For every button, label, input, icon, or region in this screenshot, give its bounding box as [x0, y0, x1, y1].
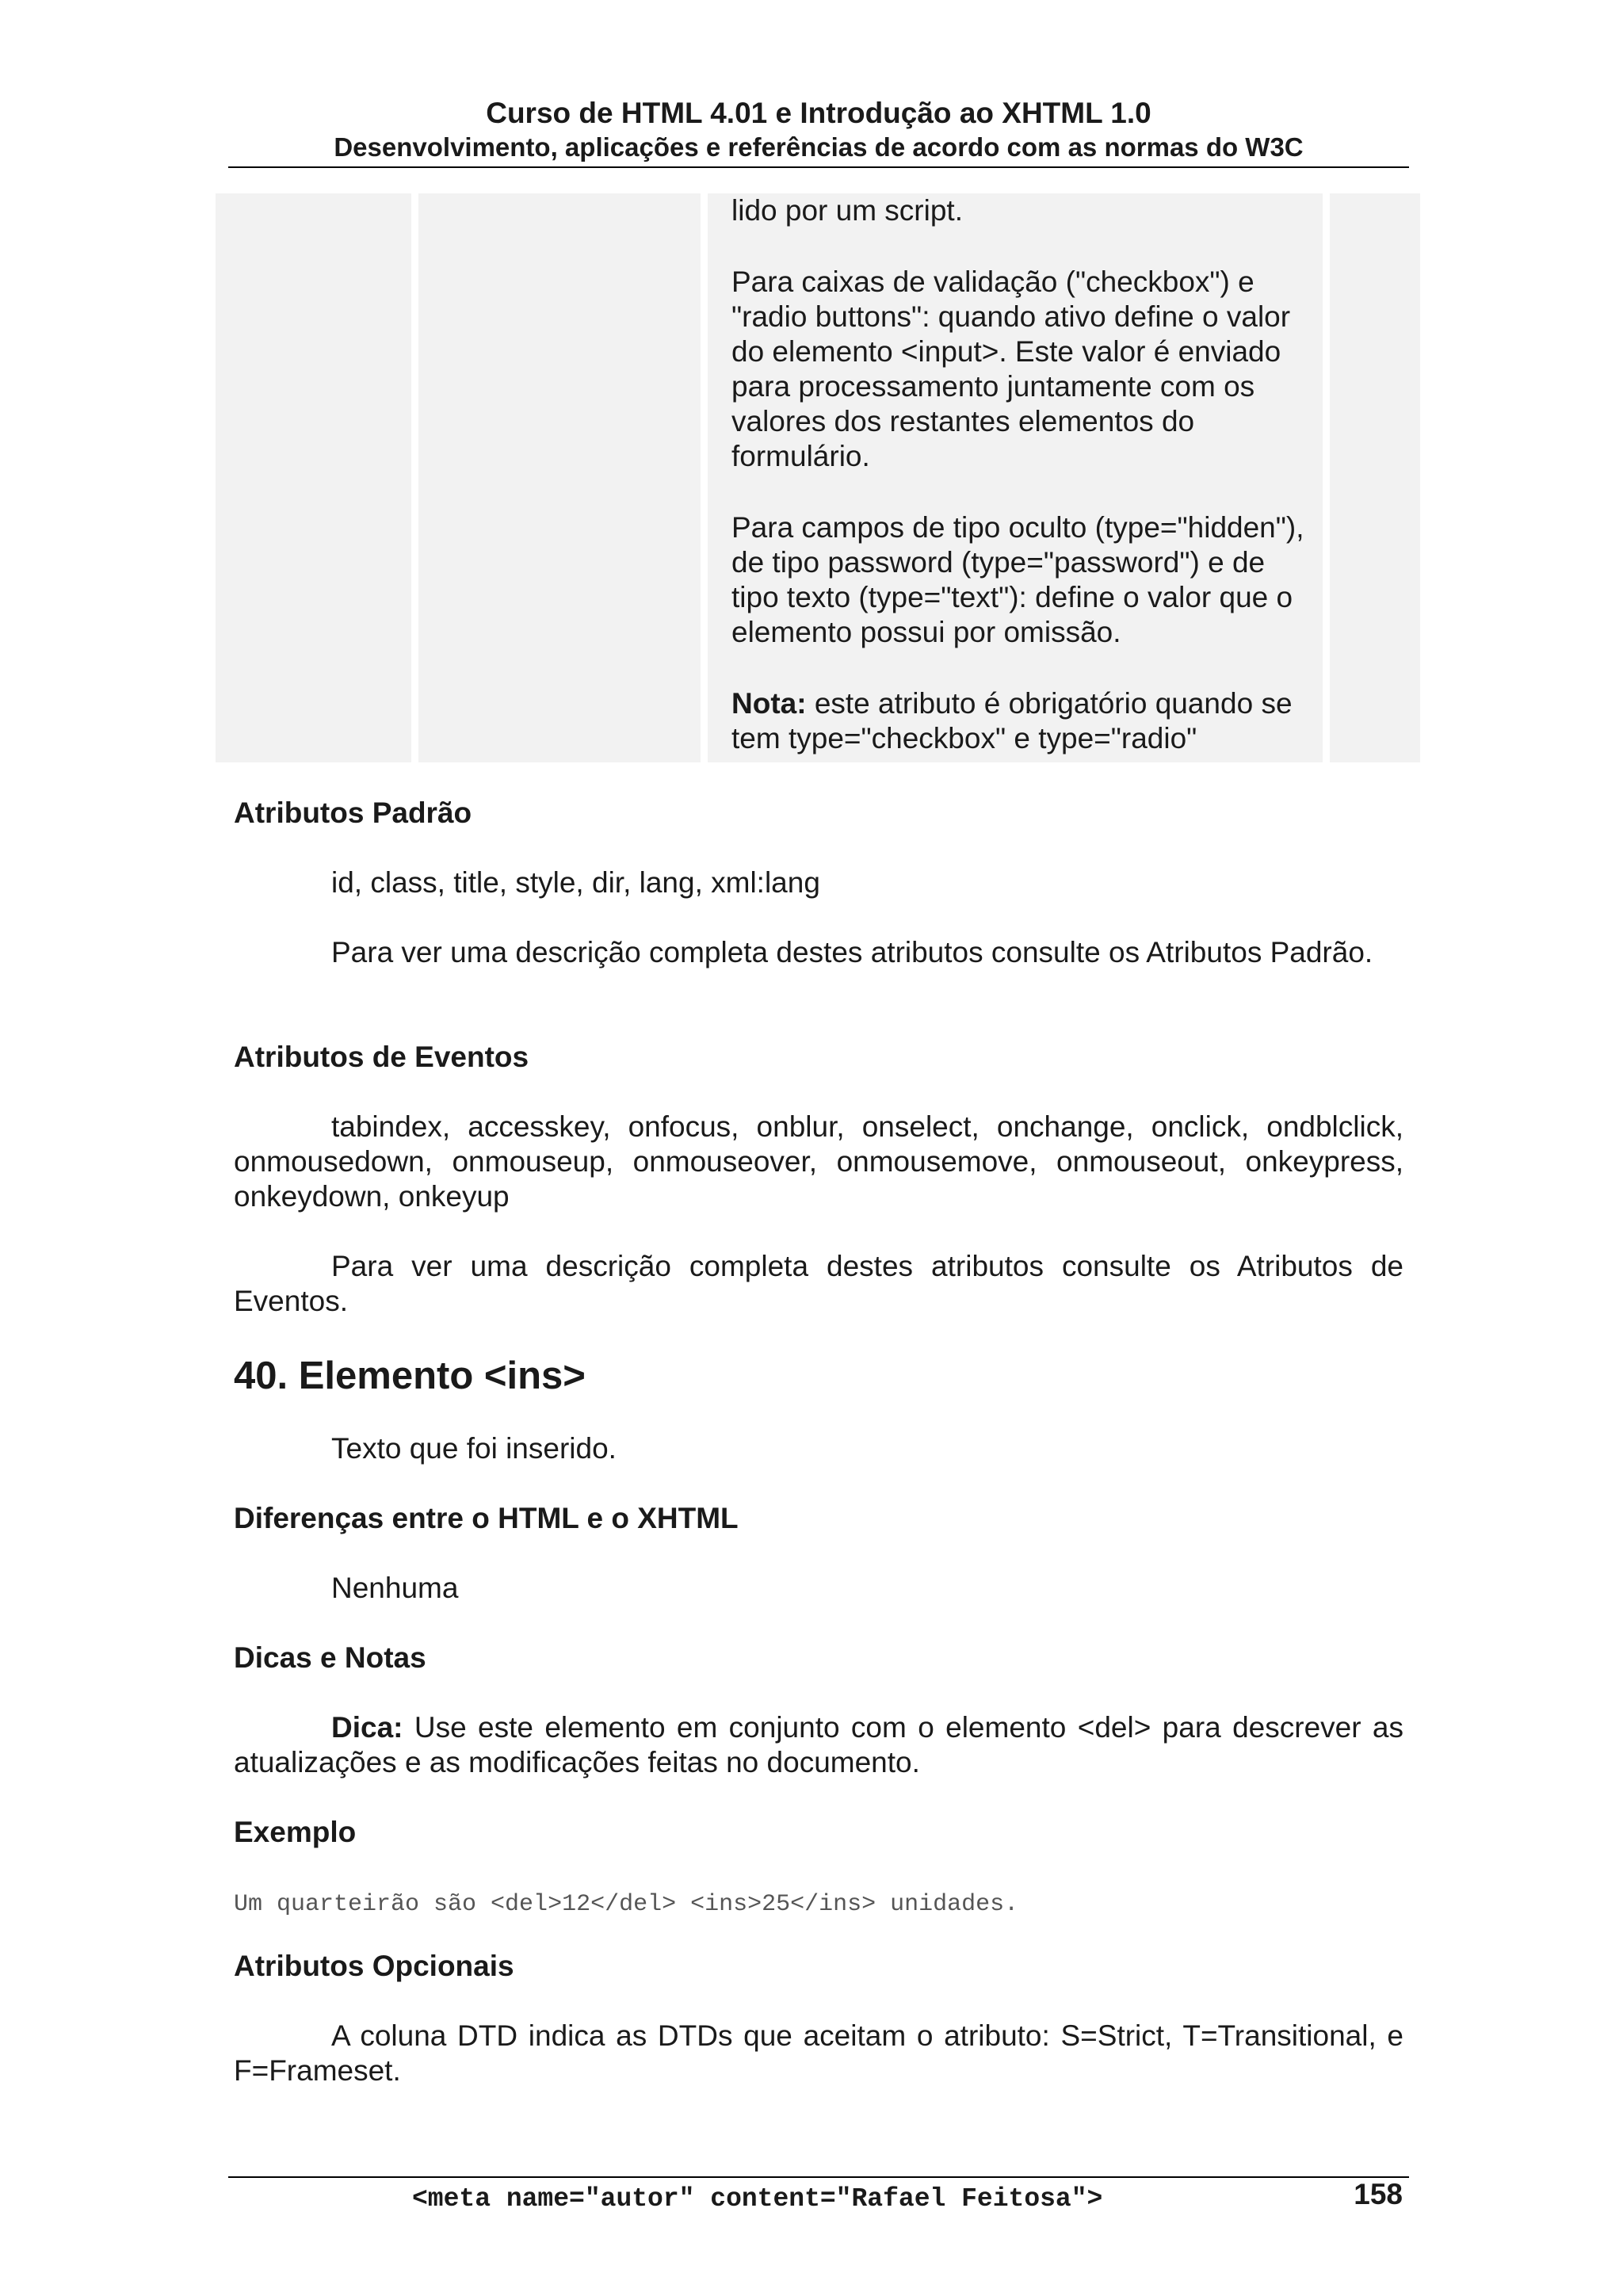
tip-text: Use este elemento em conjunto com o elemento <del> para descrever as atualizações e as modificações feitas no documento.: [234, 1711, 1403, 1778]
table-cell-value: [418, 193, 701, 762]
course-title: Curso de HTML 4.01 e Introdução ao XHTML 1.0: [486, 97, 1151, 129]
element-desc: Texto que foi inserido.: [331, 1432, 617, 1465]
course-subtitle: Desenvolvimento, aplicações e referências de acordo com as normas do W3C: [334, 132, 1304, 162]
tip-label: Dica:: [331, 1711, 403, 1744]
table-cell-attribute: [216, 193, 411, 762]
section-heading: Atributos Opcionais: [234, 1950, 514, 1982]
note-text: este atributo é obrigatório quando se tem type="checkbox" e type="radio": [731, 687, 1293, 755]
section-heading: Atributos de Eventos: [234, 1041, 529, 1073]
std-attrs-list: id, class, title, style, dir, lang, xml:lang: [331, 866, 820, 899]
description-paragraph: Para campos de tipo oculto (type="hidden"), de tipo password (type="password") e de tipo texto (type="text"): define o valor que o elemento possui por omissão.: [731, 511, 1304, 648]
note-label: Nota:: [731, 687, 807, 720]
description-note: [731, 686, 1318, 756]
header-divider: [228, 166, 1409, 168]
optional-desc: A coluna DTD indica as DTDs que aceitam o atributo: S=Strict, T=Transitional, e F=Frameset.: [234, 2019, 1403, 2087]
example-code: Um quarteirão são <del>12</del> <ins>25</ins> unidades.: [234, 1891, 1019, 1918]
std-attrs-desc: Para ver uma descrição completa destes atributos consulte os Atributos Padrão.: [331, 936, 1373, 968]
diff-text: Nenhuma: [331, 1572, 459, 1604]
event-attrs-list: tabindex, accesskey, onfocus, onblur, onselect, onchange, onclick, ondblclick, onmousedown, onmouseup, onmouseover, onmousemove, onmouseout, onkeypress, onkeydown, onkeyup: [234, 1110, 1403, 1213]
event-attrs-desc: Para ver uma descrição completa destes atributos consulte os Atributos de Eventos.: [234, 1250, 1403, 1317]
footer-meta: <meta name="autor" content="Rafael Feitosa">: [412, 2184, 1103, 2214]
section-heading: Dicas e Notas: [234, 1641, 426, 1674]
page-number: 158: [1354, 2178, 1403, 2210]
section-heading: Diferenças entre o HTML e o XHTML: [234, 1502, 739, 1534]
attributes-table-continuation: [216, 193, 1420, 762]
description-paragraph: lido por um script.: [731, 194, 963, 227]
tips-paragraph: [234, 1710, 1403, 1780]
section-heading: Atributos Padrão: [234, 797, 472, 829]
description-paragraph: Para caixas de validação ("checkbox") e "radio buttons": quando ativo define o valor do elemento <input>. Este valor é enviado para processamento juntamente com os valores dos restantes elementos do formulário.: [731, 266, 1291, 472]
table-cell-description: [708, 193, 1323, 762]
element-title: 40. Elemento <ins>: [234, 1354, 586, 1397]
footer-divider: [228, 2176, 1409, 2178]
section-heading: Exemplo: [234, 1816, 357, 1848]
page-header: [228, 95, 1409, 163]
table-cell-dtd: [1330, 193, 1420, 762]
